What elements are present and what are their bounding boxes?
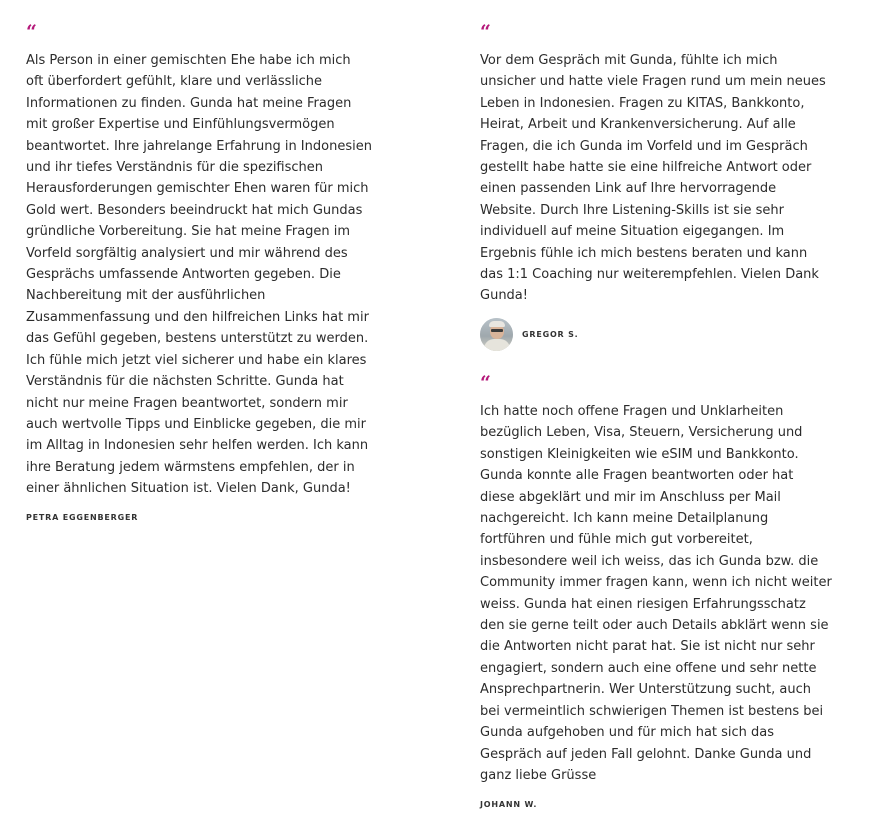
testimonial-johann — [480, 372, 832, 810]
author-name: PETRA EGGENBERGER — [26, 512, 139, 522]
author-name: JOHANN W. — [480, 800, 538, 810]
testimonial-author — [26, 513, 372, 522]
testimonial-petra — [26, 21, 372, 522]
testimonial-author — [480, 318, 832, 351]
testimonial-author — [480, 800, 832, 809]
testimonial-text: Als Person in einer gemischten Ehe habe ich mich oft überfordert gefühlt, klare und verlässliche Informationen zu finden. Gunda hat meine Fragen mit großer Expertise und Einfühlungsvermögen beantwortet. Ihre jahrelange Erfahrung in Indonesien und ihr tiefes Verständnis für die spezifischen Herausforderungen gemischter Ehen waren für mich Gold wert. Besonders beeindruckt hat mich Gundas gründliche Vorbereitung. Sie hat meine Fragen im Vorfeld sorgfältig analysiert und mir während des Gesprächs umfassende Antworten gegeben. Die Nachbereitung mit der ausführlichen Zusammenfassung und den hilfreichen Links hat mir das Gefühl gegeben, bestens unterstützt zu werden. Ich fühle mich jetzt viel sicherer und habe ein klares Verständnis für die nächsten Schritte. Gunda hat nicht nur meine Fragen beantwortet, sondern mir auch wertvolle Tipps und Einblicke gegeben, die mir im Alltag in Indonesien sehr helfen werden. Ich kann ihre Beratung jedem wärmstens empfehlen, der in einer ähnlichen Situation ist. Vielen Dank, Gunda! — [26, 53, 372, 497]
quote-icon: “ — [480, 372, 490, 394]
author-name: GREGOR S. — [522, 329, 579, 339]
testimonial-text: Vor dem Gespräch mit Gunda, fühlte ich mich unsicher und hatte viele Fragen rund um mein neues Leben in Indonesien. Fragen zu KITAS, Bankkonto, Heirat, Arbeit und Krankenversicherung. Auf alle Fragen, die ich Gunda im Vorfeld und im Gespräch gestellt habe hatte sie eine hilfreiche Antwort oder einen passenden Link auf Ihre hervorragende Website. Durch Ihre Listening-Skills ist sie sehr individuell auf meine Situation eigegangen. Im Ergebnis fühle ich mich bestens beraten und kann das 1:1 Coaching nur weiterempfehlen. Vielen Dank Gunda! — [480, 53, 826, 304]
testimonial-gregor — [480, 21, 832, 351]
testimonial-text: Ich hatte noch offene Fragen und Unklarheiten bezüglich Leben, Visa, Steuern, Versicherung und sonstigen Kleinigkeiten wie eSIM und Bankkonto. Gunda konnte alle Fragen beantworten oder hat diese abgeklärt und mir im Anschluss per Mail nachgereicht. Ich kann meine Detailplanung fortführen und fühle mich gut vorbereitet, insbesondere weil ich weiss, das ich Gunda bzw. die Community immer fragen kann, wenn ich nicht weiter weiss. Gunda hat einen riesigen Erfahrungsschatz den sie gerne teilt oder auch Details abklärt wenn sie die Antworten nicht parat hat. Sie ist nicht nur sehr engagiert, sondern auch eine offene und sehr nette Ansprechpartnerin. Wer Unterstützung sucht, auch bei vermeintlich schwierigen Themen ist bestens bei Gunda aufgehoben und für mich hat sich das Gespräch auf jeden Fall gelohnt. Danke Gunda und ganz liebe Grüsse — [480, 404, 832, 783]
quote-icon: “ — [26, 21, 36, 43]
avatar — [480, 318, 513, 351]
quote-icon: “ — [480, 21, 490, 43]
